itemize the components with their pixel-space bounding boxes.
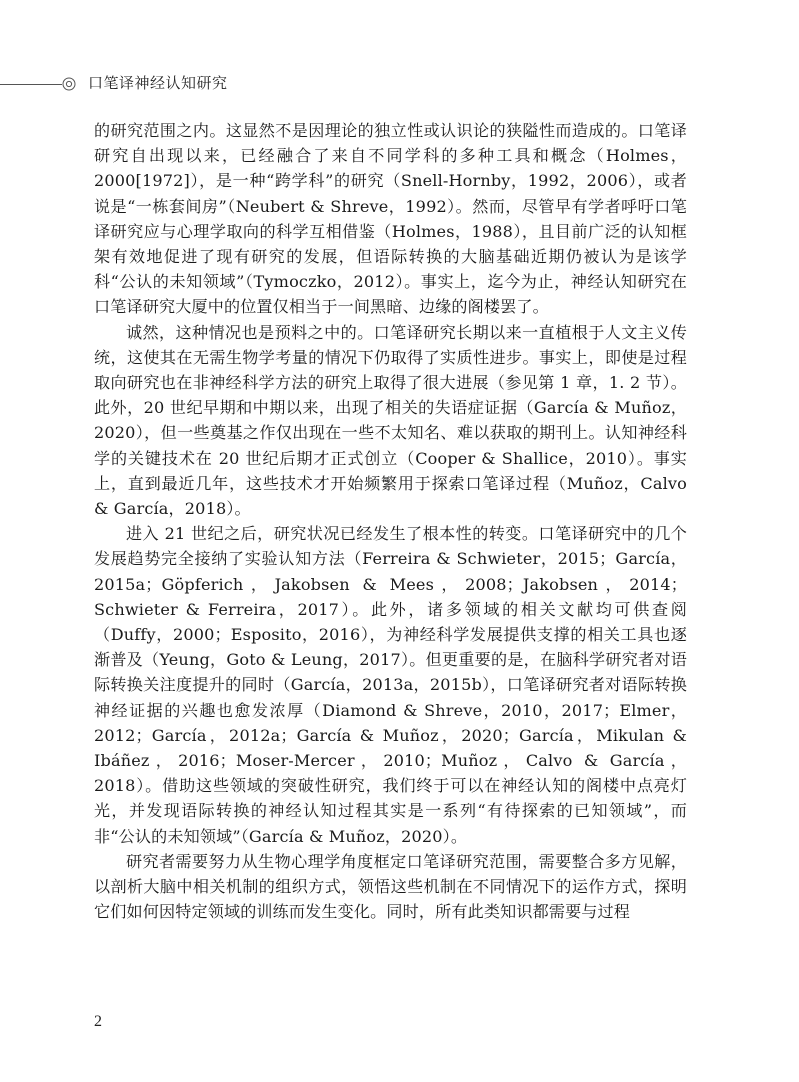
paragraph-4: 研究者需要努力从生物心理学角度框定口笔译研究范围，需要整合多方见解，以剖析大脑中相关机制的组织方式，领悟这些机制在不同情况下的运作方式，探明它们如何因特定领域的训练而发生变化。同时，所有此类知识都需要与过程 [94, 851, 687, 922]
target-circle-icon [62, 77, 76, 91]
running-header [0, 68, 799, 98]
paragraph-3: 进入 21 世纪之后，研究状况已经发生了根本性的转变。口笔译研究中的几个发展趋势完全接纳了实验认知方法（Ferreira & Schwieter，2015；García，2015a；Göpferich，Jakobsen & Mees，2008；Jakobsen，2014；Schwieter & Ferreira，2017）。此外，诸多领域的相关文献均可供查阅（Duffy，2000；Esposito，2016），为神经科学发展提供支撑的相关工具也逐渐普及（Yeung，Goto & Leung，2017）。但更重要的是，在脑科学研究者对语际转换关注度提升的同时（García，2013a，2015b），口笔译研究者对语际转换神经证据的兴趣也愈发浓厚（Diamond & Shreve，2010，2017；Elmer，2012；García，2012a；García & Muñoz，2020；García，Mikulan & Ibáñez，2016；Moser-Mercer，2010；Muñoz，Calvo & García，2018）。借助这些领域的突破性研究，我们终于可以在神经认知的阁楼中点亮灯光，并发现语际转换的神经认知过程其实是一系列“有待探索的已知领域”，而非“公认的未知领域”（García & Muñoz，2020）。 [94, 524, 687, 846]
page-number: 2 [94, 1013, 102, 1030]
paragraph-2: 诚然，这种情况也是预料之中的。口笔译研究长期以来一直植根于人文主义传统，这使其在无需生物学考量的情况下仍取得了实质性进步。事实上，即使是过程取向研究也在非神经科学方法的研究上取得了很大进展（参见第 1 章，1. 2 节）。此外，20 世纪早期和中期以来，出现了相关的失语症证据（García & Muñoz，2020），但一些奠基之作仅出现在一些不太知名、难以获取的期刊上。认知神经科学的关键技术在 20 世纪后期才正式创立（Cooper & Shallice，2010）。事实上，直到最近几年，这些技术才开始频繁用于探索口笔译过程（Muñoz，Calvo & García，2018）。 [94, 322, 687, 519]
paragraph-1: 的研究范围之内。这显然不是因理论的独立性或认识论的狭隘性而造成的。口笔译研究自出现以来，已经融合了来自不同学科的多种工具和概念（Holmes，2000[1972]），是一种“跨学科”的研究（Snell-Hornby，1992，2006），或者说是“一栋套间房”（Neubert & Shreve，1992）。然而，尽管早有学者呼吁口笔译研究应与心理学取向的科学互相借鉴（Holmes，1988），且目前广泛的认知框架有效地促进了现有研究的发展，但语际转换的大脑基础近期仍被认为是该学科“公认的未知领域”（Tymoczko，2012）。事实上，迄今为止，神经认知研究在口笔译研究大厦中的位置仅相当于一间黑暗、边缘的阁楼罢了。 [94, 121, 687, 317]
body-text [94, 118, 687, 925]
chapter-title: 口笔译神经认知研究 [88, 74, 228, 92]
header-rule [0, 84, 62, 85]
